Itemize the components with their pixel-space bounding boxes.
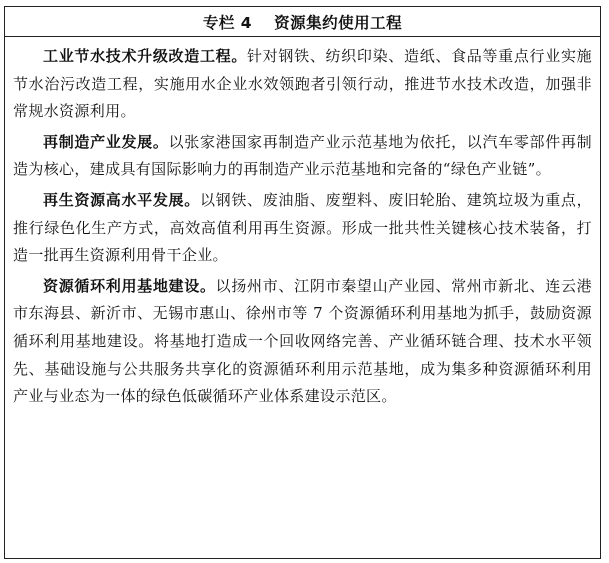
section-body: 以钢铁、废油脂、废塑料、废旧轮胎、建筑垃圾为重点，推行绿色化生产方式，高效高值利用再生资源。形成一批共性关键核心技术装备，打造一批再生资源利用骨干企业。 bbox=[13, 190, 592, 265]
section-recycling-bases bbox=[13, 273, 592, 411]
section-body: 以张家港国家再制造产业示范基地为依托，以汽车零部件再制造为核心，建成具有国际影响力的再制造产业示范基地和完备的“绿色产业链”。 bbox=[13, 132, 592, 179]
box-title-text: 资源集约使用工程 bbox=[274, 13, 403, 32]
section-heading: 工业节水技术升级改造工程。 bbox=[43, 47, 248, 65]
section-water-saving bbox=[13, 43, 592, 126]
section-body: 以扬州市、江阴市秦望山产业园、常州市新北、连云港市东海县、新沂市、无锡市惠山、徐州市等 7 个资源循环利用基地为抓手，鼓励资源循环利用基地建设。将基地打造成一个回收网络完善、产业循环链合理、技术水平领先、基础设施与公共服务共享化的资源循环利用示范基地，成为集多种资源循环利用产业与业态为一体的绿色低碳循环产业体系建设示范区。 bbox=[13, 276, 592, 406]
section-remanufacturing bbox=[13, 129, 592, 184]
section-renewable-resources bbox=[13, 187, 592, 270]
box-title bbox=[5, 7, 600, 37]
section-heading: 再生资源高水平发展。 bbox=[43, 190, 200, 209]
project-box bbox=[4, 6, 601, 559]
section-heading: 再制造产业发展。 bbox=[43, 132, 169, 151]
section-heading: 资源循环利用基地建设。 bbox=[43, 276, 216, 295]
box-title-number: 专栏 4 bbox=[202, 13, 253, 32]
section-body: 针对钢铁、纺织印染、造纸、食品等重点行业实施节水治污改造工程，实施用水企业水效领跑者引领行动，推进节水技术改造，加强非常规水资源利用。 bbox=[13, 47, 592, 121]
box-body bbox=[5, 37, 600, 411]
